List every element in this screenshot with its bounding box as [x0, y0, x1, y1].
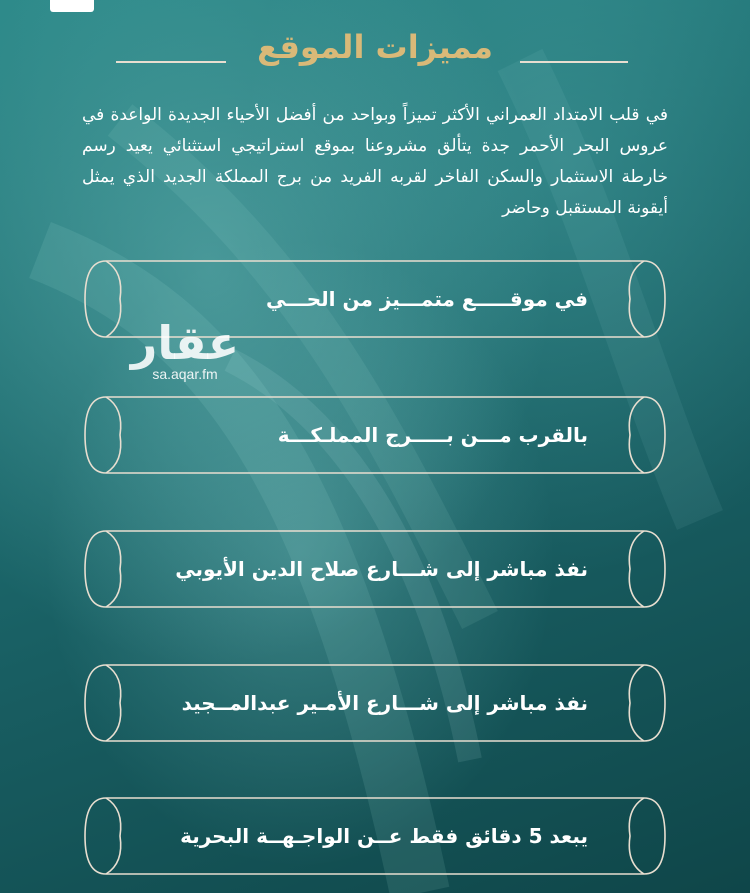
feature-label: بالقرب مـــن بـــــرج المملـكـــة [277, 423, 588, 447]
feature-box [84, 797, 666, 875]
feature-label: يبعد 5 دقائق فقط عــن الواجـهــة البحرية [180, 824, 588, 848]
watermark-url: sa.aqar.fm [152, 366, 218, 382]
feature-label: نفذ مباشر إلى شـــارع الأمـير عبدالمــجيد [181, 691, 588, 715]
feature-box [84, 396, 666, 474]
feature-label: في موقـــــع متمـــيز من الحـــي [265, 287, 588, 311]
watermark-brand: عقار [130, 316, 240, 370]
page-title: مميزات الموقع [257, 28, 493, 66]
watermark-logo [120, 318, 250, 382]
feature-box [84, 664, 666, 742]
feature-label: نفذ مباشر إلى شـــارع صلاح الدين الأيوبي [175, 557, 588, 581]
title-section [0, 28, 750, 74]
intro-paragraph: في قلب الامتداد العمراني الأكثر تميزاً وبواحد من أفضل الأحياء الجديدة الواعدة في عروس البحر الأحمر جدة يتألق مشروعنا بموقع استراتيجي استثنائي يعيد رسم خارطة الاستثمار والسكن الفاخر لقربه الفريد من برج المملكة الجديد الذي يمثل أيقونة المستقبل وحاضر [82, 105, 668, 218]
feature-box [84, 530, 666, 608]
title-divider-right [520, 61, 628, 63]
corner-logo [50, 0, 94, 12]
